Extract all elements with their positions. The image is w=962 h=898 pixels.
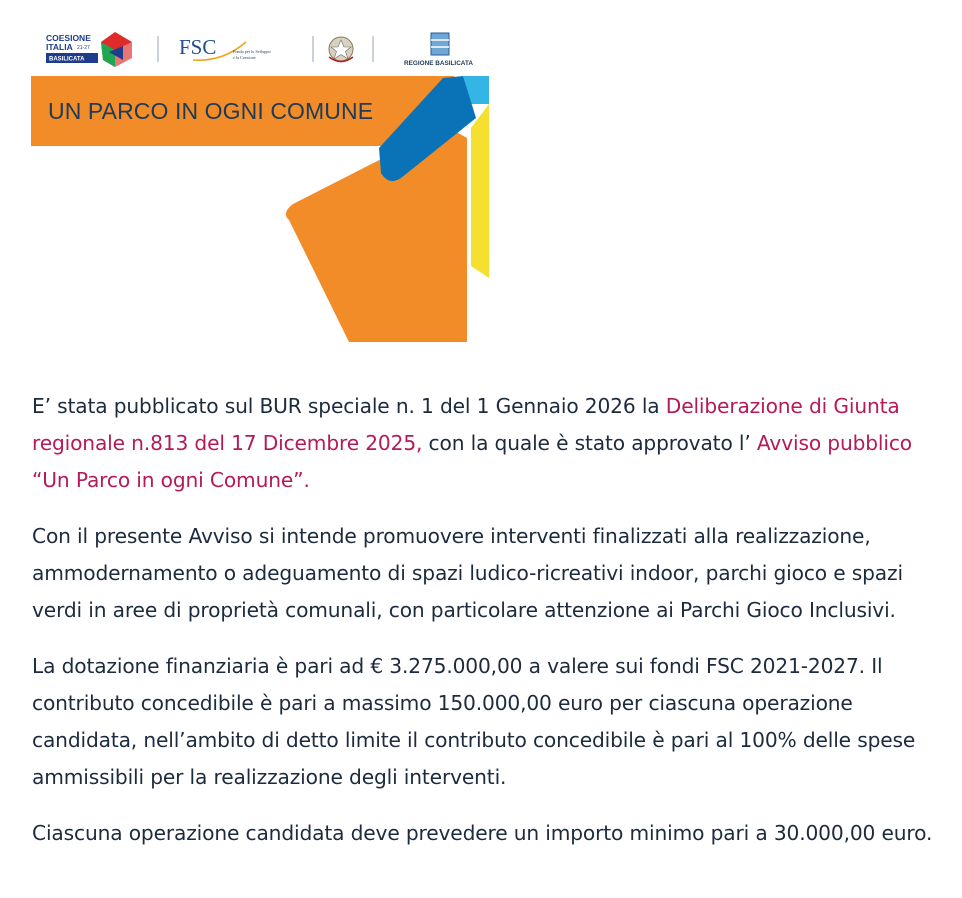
svg-text:ITALIA: ITALIA <box>46 42 73 52</box>
svg-text:BASILICATA: BASILICATA <box>49 56 85 63</box>
paragraph-minimum: Ciascuna operazione candidata deve prevedere un importo minimo pari a 30.000,00 euro. <box>32 821 933 845</box>
avviso-pubblico-link[interactable]: Avviso pubblico “Un Parco in ogni Comune”. <box>32 431 912 492</box>
svg-text:Fondo per lo Sviluppo: Fondo per lo Sviluppo <box>233 49 271 54</box>
italian-republic-emblem-icon <box>329 37 353 62</box>
svg-text:21-27: 21-27 <box>77 45 90 51</box>
fsc-logo <box>179 35 271 60</box>
svg-text:FSC: FSC <box>179 35 217 59</box>
paragraph-intro <box>32 388 937 499</box>
svg-text:REGIONE BASILICATA: REGIONE BASILICATA <box>404 60 473 67</box>
paragraph-text: con la quale è stato approvato l’ <box>422 431 757 455</box>
paragraph-text: E’ stata pubblicato sul BUR speciale n. 1 del 1 Gennaio 2026 la <box>32 394 666 418</box>
article-body <box>32 388 937 871</box>
svg-text:COESIONE: COESIONE <box>46 33 91 43</box>
svg-text:e la Coesione: e la Coesione <box>233 55 256 60</box>
paragraph-funding: La dotazione finanziaria è pari ad € 3.275.000,00 a valere sui fondi FSC 2021-2027. Il contributo concedibile è pari a massimo 150.000,00 euro per ciascuna operazione candidata, nell’ambito di detto limite il contributo concedibile è pari al 100% delle spese ammissibili per la realizzazione degli interventi. <box>32 654 916 789</box>
banner-image <box>31 28 489 342</box>
regione-basilicata-logo <box>404 33 473 67</box>
banner-title: UN PARCO IN OGNI COMUNE <box>48 98 374 124</box>
orange-triangle <box>286 126 467 342</box>
deliberazione-link[interactable]: Deliberazione di Giunta regionale n.813 del 17 Dicembre 2025, <box>32 394 900 455</box>
yellow-stripe <box>471 104 489 278</box>
coesione-italia-logo <box>46 32 132 67</box>
paragraph-purpose: Con il presente Avviso si intende promuovere interventi finalizzati alla realizzazione, ammodernamento o adeguamento di spazi ludico-ricreativi indoor, parchi gioco e spazi verdi in aree di proprietà comunali, con particolare attenzione ai Parchi Gioco Inclusivi. <box>32 524 903 622</box>
